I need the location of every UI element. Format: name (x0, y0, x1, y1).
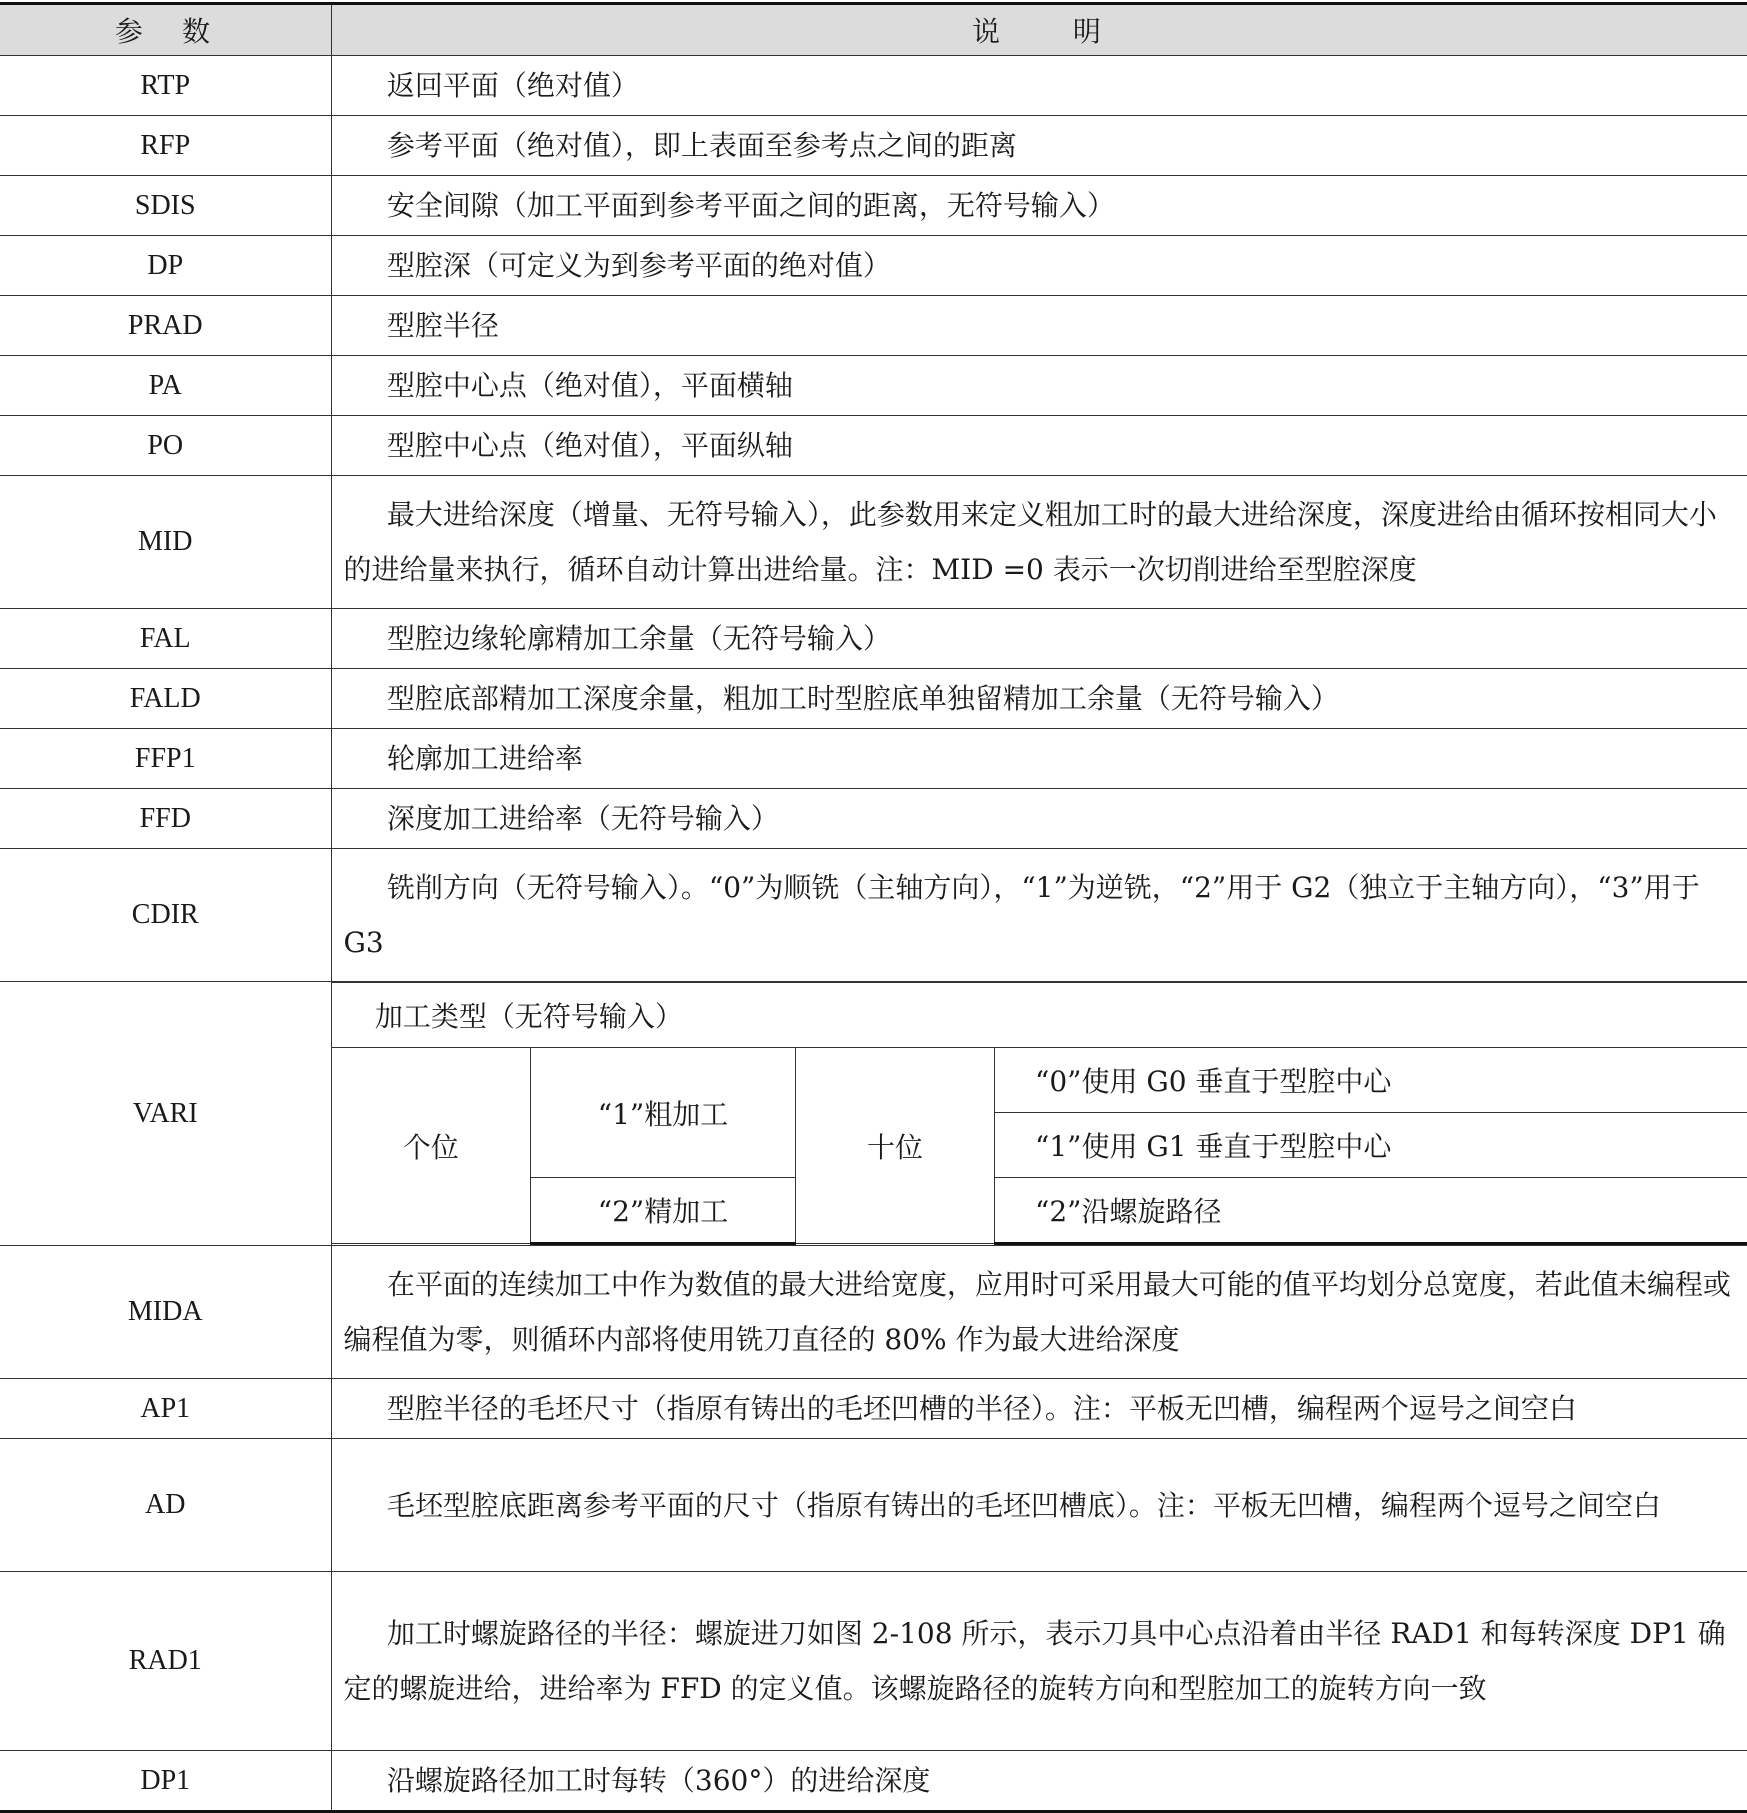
desc-cell: 型腔中心点（绝对值），平面横轴 (331, 356, 1747, 416)
vari-type-text: 加工类型（无符号输入） (332, 983, 1747, 1048)
table-row (0, 789, 1747, 849)
table-row (0, 1246, 1747, 1379)
desc-cell: 型腔半径 (331, 296, 1747, 356)
table-header (0, 4, 1747, 56)
param-cell: DP1 (0, 1751, 331, 1812)
param-cell: FAL (0, 609, 331, 669)
table-row (0, 176, 1747, 236)
desc-cell: 铣削方向（无符号输入）。“0”为顺铣（主轴方向），“1”为逆铣，“2”用于 G2（独立于主轴方向），“3”用于 G3 (331, 849, 1747, 982)
desc-cell: 轮廓加工进给率 (331, 729, 1747, 789)
table-row (0, 1379, 1747, 1439)
param-cell: MIDA (0, 1246, 331, 1379)
desc-cell: 型腔边缘轮廓精加工余量（无符号输入） (331, 609, 1747, 669)
table-row (0, 236, 1747, 296)
vari-tens-1: “1”使用 G1 垂直于型腔中心 (995, 1113, 1747, 1178)
vari-units-2: “2”精加工 (531, 1178, 796, 1244)
vari-subtable (332, 982, 1747, 1245)
table-row (0, 1751, 1747, 1812)
param-cell: FFD (0, 789, 331, 849)
table-row (0, 1572, 1747, 1751)
vari-tens-0: “0”使用 G0 垂直于型腔中心 (995, 1048, 1747, 1113)
param-cell: RFP (0, 116, 331, 176)
vari-tens-label: 十位 (796, 1048, 995, 1244)
table-row (0, 56, 1747, 116)
table-row (0, 849, 1747, 982)
param-cell: PRAD (0, 296, 331, 356)
vari-tens-2: “2”沿螺旋路径 (995, 1178, 1747, 1244)
desc-cell: 安全间隙（加工平面到参考平面之间的距离，无符号输入） (331, 176, 1747, 236)
table-row (0, 729, 1747, 789)
param-cell: PA (0, 356, 331, 416)
param-cell: MID (0, 476, 331, 609)
desc-cell: 毛坯型腔底距离参考平面的尺寸（指原有铸出的毛坯凹槽底）。注：平板无凹槽，编程两个逗号之间空白 (331, 1439, 1747, 1572)
parameter-table (0, 2, 1747, 1813)
desc-cell: 沿螺旋路径加工时每转（360°）的进给深度 (331, 1751, 1747, 1812)
param-cell: DP (0, 236, 331, 296)
table-row (0, 476, 1747, 609)
table-row (0, 296, 1747, 356)
table-row (0, 116, 1747, 176)
param-cell: PO (0, 416, 331, 476)
table-row (0, 416, 1747, 476)
param-cell: RTP (0, 56, 331, 116)
param-cell: CDIR (0, 849, 331, 982)
param-cell: AP1 (0, 1379, 331, 1439)
table-row-vari (0, 982, 1747, 1246)
header-desc: 说 明 (331, 4, 1747, 56)
desc-cell: 参考平面（绝对值），即上表面至参考点之间的距离 (331, 116, 1747, 176)
param-cell: FFP1 (0, 729, 331, 789)
param-cell: FALD (0, 669, 331, 729)
desc-cell: 加工时螺旋路径的半径：螺旋进刀如图 2-108 所示，表示刀具中心点沿着由半径 RAD1 和每转深度 DP1 确定的螺旋进给，进给率为 FFD 的定义值。该螺旋路径的旋转方向和型腔加工的旋转方向一致 (331, 1572, 1747, 1751)
desc-cell: 型腔深（可定义为到参考平面的绝对值） (331, 236, 1747, 296)
desc-cell: 最大进给深度（增量、无符号输入），此参数用来定义粗加工时的最大进给深度，深度进给由循环按相同大小的进给量来执行，循环自动计算出进给量。注：MID =0 表示一次切削进给至型腔深度 (331, 476, 1747, 609)
table-row (0, 609, 1747, 669)
param-cell: RAD1 (0, 1572, 331, 1751)
desc-cell: 深度加工进给率（无符号输入） (331, 789, 1747, 849)
table-row (0, 356, 1747, 416)
header-param: 参 数 (0, 4, 331, 56)
param-cell: VARI (0, 982, 331, 1246)
desc-cell: 返回平面（绝对值） (331, 56, 1747, 116)
param-cell: AD (0, 1439, 331, 1572)
desc-cell: 型腔底部精加工深度余量，粗加工时型腔底单独留精加工余量（无符号输入） (331, 669, 1747, 729)
vari-units-label: 个位 (332, 1048, 531, 1244)
desc-cell: 型腔中心点（绝对值），平面纵轴 (331, 416, 1747, 476)
desc-cell: 在平面的连续加工中作为数值的最大进给宽度，应用时可采用最大可能的值平均划分总宽度，若此值未编程或编程值为零，则循环内部将使用铣刀直径的 80% 作为最大进给深度 (331, 1246, 1747, 1379)
table-row (0, 669, 1747, 729)
param-cell: SDIS (0, 176, 331, 236)
desc-cell: 型腔半径的毛坯尺寸（指原有铸出的毛坯凹槽的半径）。注：平板无凹槽，编程两个逗号之间空白 (331, 1379, 1747, 1439)
vari-desc-cell (331, 982, 1747, 1246)
table-row (0, 1439, 1747, 1572)
vari-units-1: “1”粗加工 (531, 1048, 796, 1178)
